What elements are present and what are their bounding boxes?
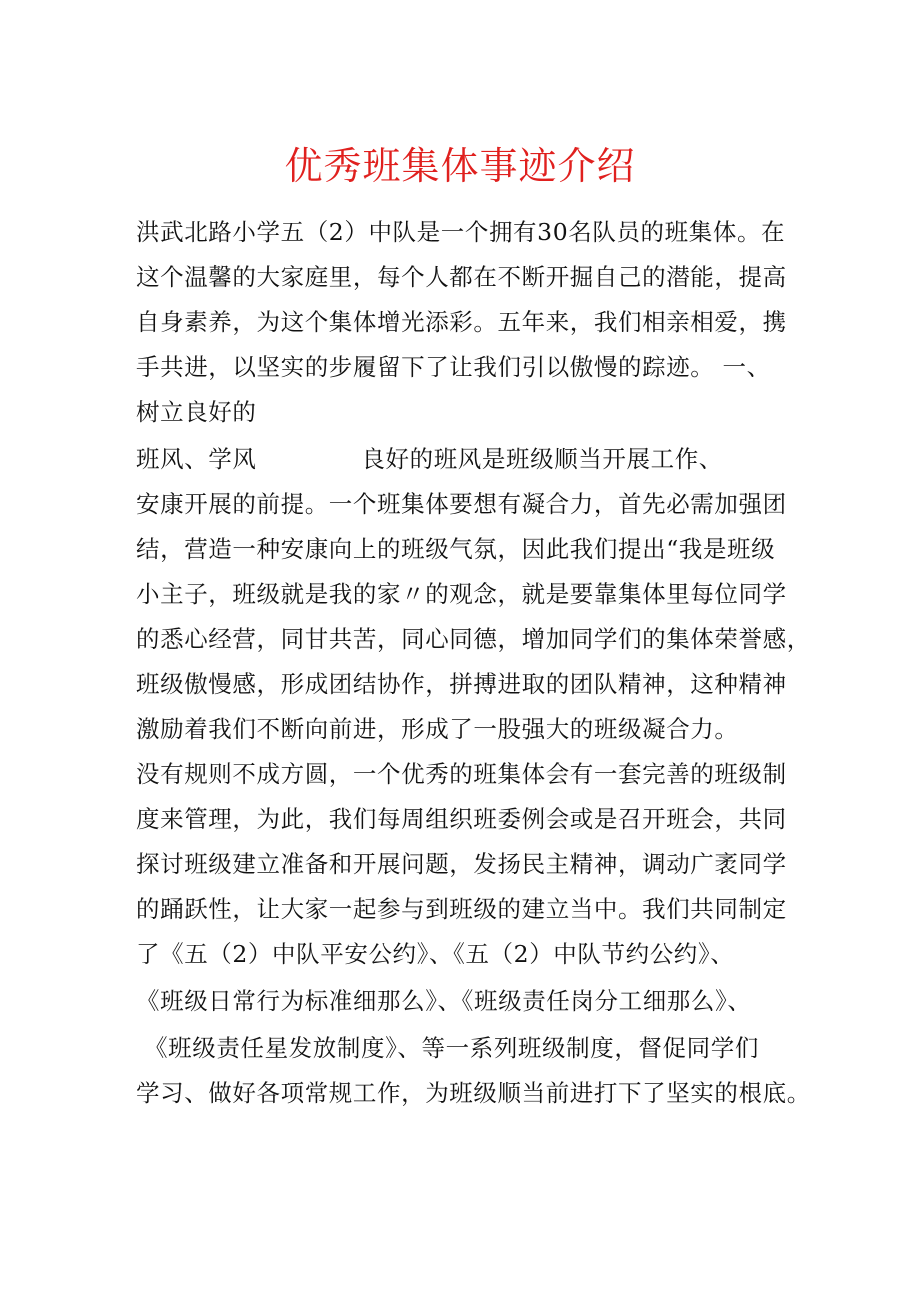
body-line: 学习、做好各项常规工作，为班级顺当前进打下了坚实的根底。: [136, 1079, 811, 1107]
body-line: 洪武北路小学五（2）中队是一个拥有30名队员的班集体。在: [136, 218, 786, 246]
body-line: 没有规则不成方圆，一个优秀的班集体会有一套完善的班级制: [136, 760, 787, 788]
body-line: 《班级日常行为标准细那么》、《班级责任岗分工细那么》、: [136, 987, 752, 1015]
body-line: 班风、学风 良好的班风是班级顺当开展工作、: [136, 445, 723, 473]
body-line: 了《五（2）中队平安公约》、《五（2）中队节约公约》、: [136, 940, 735, 968]
body-line: 激励着我们不断向前进，形成了一股强大的班级凝合力。: [136, 715, 739, 743]
body-line: 安康开展的前提。一个班集体要想有凝合力，首先必需加强团: [136, 490, 787, 518]
body-line: 度来管理，为此，我们每周组织班委例会或是召开班会，共同: [136, 805, 787, 833]
body-line: 手共进，以坚实的步履留下了让我们引以傲慢的踪迹。 一、: [136, 353, 771, 381]
body-line: 这个温馨的大家庭里，每个人都在不断开掘自己的潜能，提高: [136, 263, 787, 291]
body-line: 的悉心经营，同甘共苦，同心同德，增加同学们的集体荣誉感，: [136, 625, 811, 653]
body-line: 自身素养，为这个集体增光添彩。五年来，我们相亲相爱，携: [136, 308, 787, 336]
body-line: 结，营造一种安康向上的班级气氛，因此我们提出“我是班级: [136, 535, 776, 563]
body-line: 探讨班级建立准备和开展问题，发扬民主精神，调动广袤同学: [136, 850, 787, 878]
document-title: 优秀班集体事迹介绍: [284, 144, 636, 188]
body-line: 《班级责任星发放制度》、等一系列班级制度，督促同学们: [136, 1034, 759, 1062]
body-line: 树立良好的: [136, 398, 257, 426]
body-line: 小主子，班级就是我的家〃的观念，就是要靠集体里每位同学: [136, 580, 787, 608]
body-line: 的踊跃性，让大家一起参与到班级的建立当中。我们共同制定: [136, 895, 787, 923]
body-line: 班级傲慢感，形成团结协作，拼搏进取的团队精神，这种精神: [136, 670, 787, 698]
document-body: [136, 210, 811, 1116]
